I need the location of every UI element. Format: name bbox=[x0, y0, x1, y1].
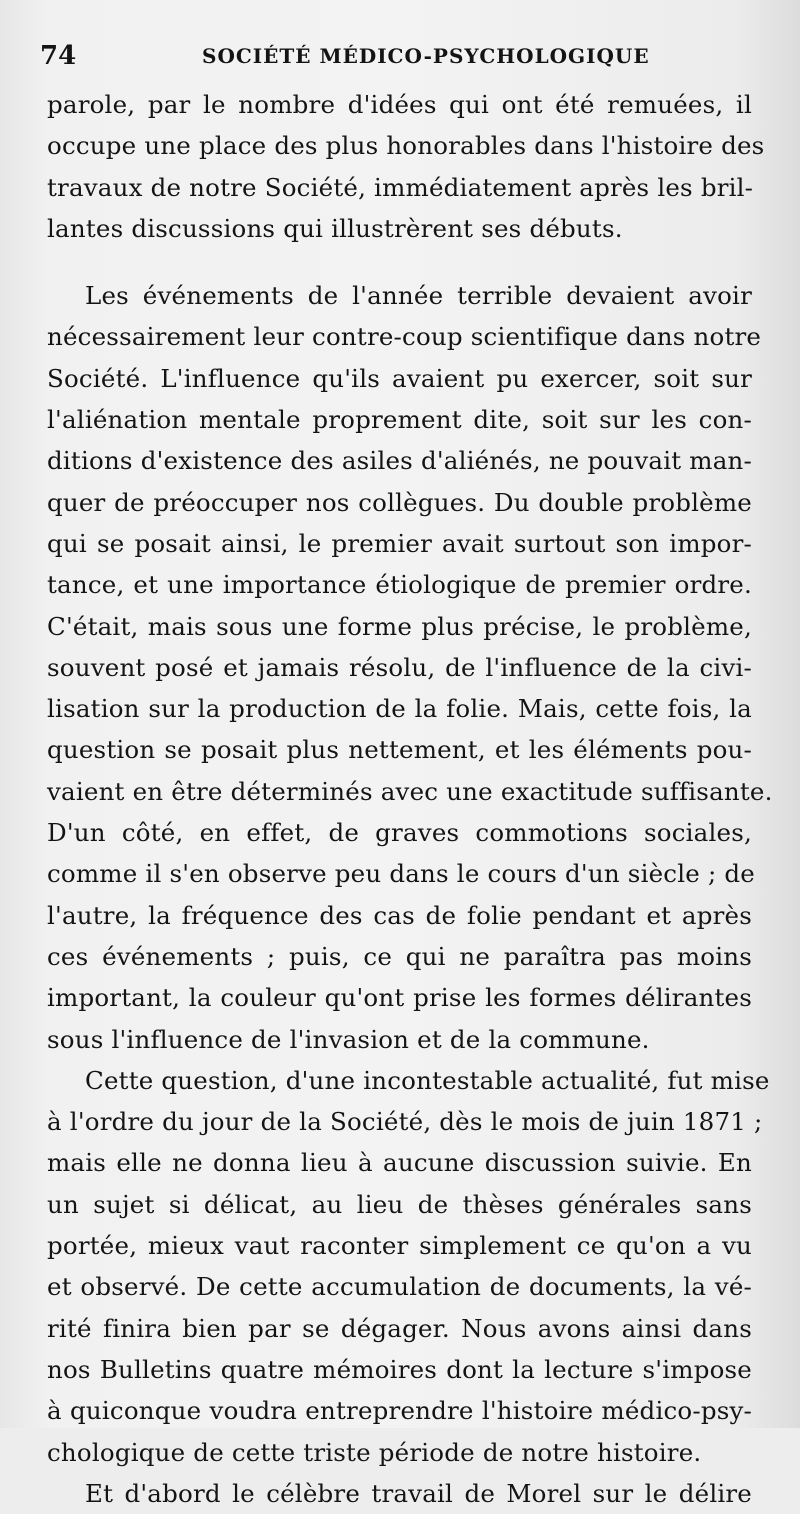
text-line: vaient en être déterminés avec une exactitude suffisante. bbox=[47, 776, 773, 806]
text-line: comme il s'en observe peu dans le cours d'un siècle ; de bbox=[47, 859, 755, 889]
text-line: Société. L'influence qu'ils avaient pu exercer, soit sur bbox=[47, 363, 752, 393]
text-line: lisation sur la production de la folie. Mais, cette fois, la bbox=[47, 694, 752, 724]
text-line: chologique de cette triste période de notre histoire. bbox=[47, 1437, 702, 1467]
text-line: l'autre, la fréquence des cas de folie pendant et après bbox=[47, 900, 752, 930]
paragraph-2 bbox=[47, 275, 773, 1060]
page-number: 74 bbox=[40, 41, 77, 71]
paragraph-3 bbox=[47, 1060, 770, 1473]
text-line: parole, par le nombre d'idées qui ont été remuées, il bbox=[47, 90, 752, 119]
text-line: quer de préoccuper nos collègues. Du double problème bbox=[47, 487, 752, 517]
text-line: nos Bulletins quatre mémoires dont la lecture s'impose bbox=[47, 1354, 752, 1384]
paragraph-4 bbox=[47, 1473, 752, 1514]
text-line: à quiconque voudra entreprendre l'histoire médico-psy- bbox=[47, 1396, 752, 1426]
text-line: Cette question, d'une incontestable actualité, fut mise bbox=[85, 1065, 770, 1095]
running-title: SOCIÉTÉ MÉDICO-PSYCHOLOGIQUE bbox=[202, 44, 650, 68]
text-line: sous l'influence de l'invasion et de la commune. bbox=[47, 1024, 650, 1054]
paragraph-gap bbox=[47, 249, 752, 275]
text-line: Et d'abord le célèbre travail de Morel sur le délire bbox=[85, 1478, 752, 1508]
running-head bbox=[40, 38, 760, 74]
text-line: souvent posé et jamais résolu, de l'influence de la civi- bbox=[47, 652, 752, 682]
text-line: question se posait plus nettement, et les éléments pou- bbox=[47, 735, 752, 765]
text-line: lantes discussions qui illustrèrent ses débuts. bbox=[47, 213, 623, 243]
text-line: D'un côté, en effet, de graves commotions sociales, bbox=[47, 818, 752, 848]
text-line: ditions d'existence des asiles d'aliénés, ne pouvait man- bbox=[47, 446, 752, 476]
text-line: mais elle ne donna lieu à aucune discussion suivie. En bbox=[47, 1148, 752, 1178]
body-text bbox=[47, 84, 773, 1514]
text-line: important, la couleur qu'ont prise les formes délirantes bbox=[47, 983, 752, 1013]
paragraph-1 bbox=[47, 84, 765, 249]
text-line: et observé. De cette accumulation de documents, la vé- bbox=[47, 1272, 752, 1302]
text-line: Les événements de l'année terrible devaient avoir bbox=[85, 281, 752, 311]
text-line: occupe une place des plus honorables dans l'histoire des bbox=[47, 131, 765, 161]
text-line: qui se posait ainsi, le premier avait surtout son impor- bbox=[47, 528, 752, 558]
text-line: rité finira bien par se dégager. Nous avons ainsi dans bbox=[47, 1313, 752, 1343]
text-line: un sujet si délicat, au lieu de thèses générales sans bbox=[47, 1189, 752, 1219]
text-line: C'était, mais sous une forme plus précise, le problème, bbox=[47, 611, 752, 641]
text-line: nécessairement leur contre-coup scientifique dans notre bbox=[47, 322, 762, 352]
text-line: tance, et une importance étiologique de premier ordre. bbox=[47, 570, 752, 600]
text-line: l'aliénation mentale proprement dite, soit sur les con- bbox=[47, 405, 752, 435]
text-line: à l'ordre du jour de la Société, dès le mois de juin 1871 ; bbox=[47, 1107, 763, 1137]
text-line: ces événements ; puis, ce qui ne paraîtra pas moins bbox=[47, 941, 752, 971]
text-line: portée, mieux vaut raconter simplement ce qu'on a vu bbox=[47, 1231, 752, 1261]
text-line: travaux de notre Société, immédiatement après les bril- bbox=[47, 172, 754, 202]
